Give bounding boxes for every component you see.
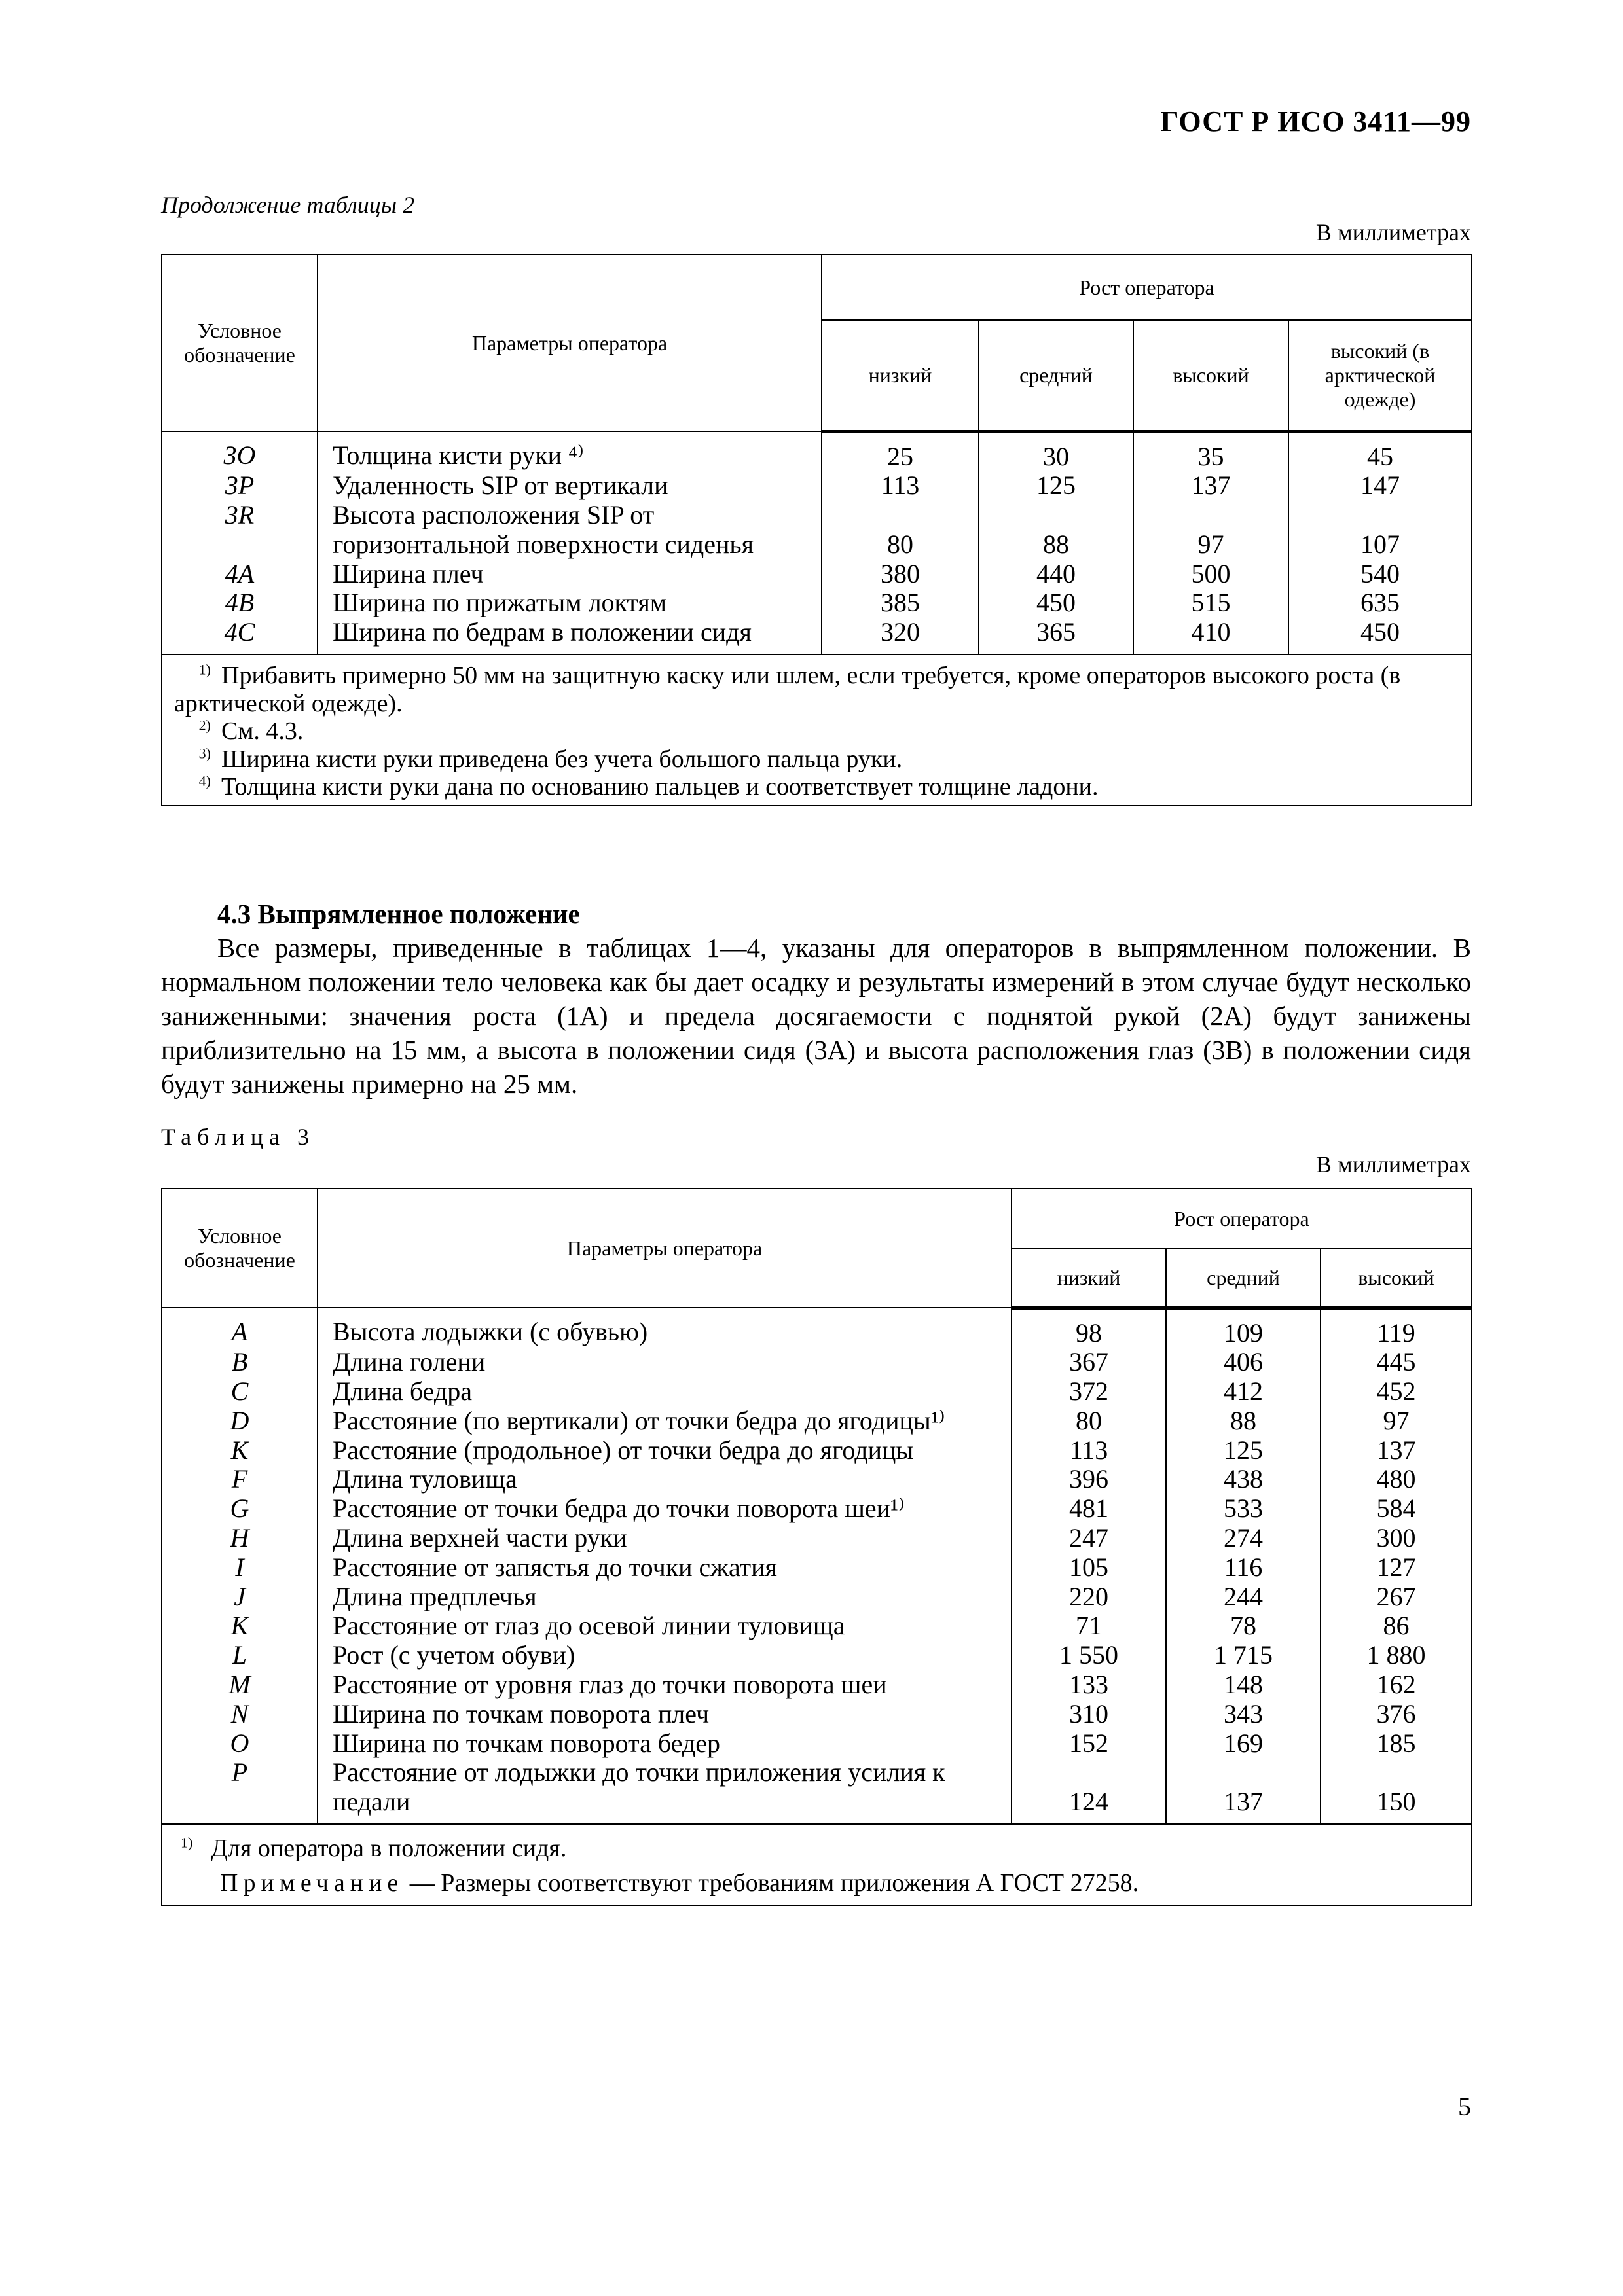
cell-code: 4C bbox=[162, 618, 318, 655]
cell-param: Толщина кисти руки ⁴⁾ bbox=[318, 431, 822, 471]
cell-code: L bbox=[162, 1641, 318, 1670]
cell-code: C bbox=[162, 1377, 318, 1407]
cell-code: D bbox=[162, 1407, 318, 1436]
cell-low: 367 bbox=[1012, 1348, 1166, 1377]
cell-high: 185 bbox=[1321, 1729, 1472, 1759]
cell-code: 3R bbox=[162, 501, 318, 560]
cell-param: Расстояние от точки бедра до точки поворота шеи¹⁾ bbox=[318, 1494, 1012, 1524]
cell-code: 3O bbox=[162, 431, 318, 471]
cell-mid: 109 bbox=[1166, 1308, 1321, 1348]
cell-low: 372 bbox=[1012, 1377, 1166, 1407]
table-row bbox=[162, 560, 1472, 589]
table-row bbox=[162, 1611, 1472, 1641]
cell-code: G bbox=[162, 1494, 318, 1524]
cell-high: 86 bbox=[1321, 1611, 1472, 1641]
cell-mid: 365 bbox=[979, 618, 1133, 655]
cell-param: Ширина по точкам поворота плеч bbox=[318, 1700, 1012, 1729]
cell-param: Рост (с учетом обуви) bbox=[318, 1641, 1012, 1670]
table2-footnote: $^{3)}$ Ширина кисти руки приведена без учета большого пальца руки. bbox=[198, 745, 903, 773]
cell-code: P bbox=[162, 1758, 318, 1824]
cell-low: 220 bbox=[1012, 1583, 1166, 1612]
table3-units: В миллиметрах bbox=[1315, 1151, 1471, 1177]
table3-header-mid: средний bbox=[1166, 1249, 1321, 1308]
cell-low: 380 bbox=[822, 560, 979, 589]
cell-code: N bbox=[162, 1700, 318, 1729]
cell-arctic: 147 bbox=[1288, 471, 1472, 501]
table-row bbox=[162, 1524, 1472, 1553]
table2-caption: Продолжение таблицы 2 bbox=[161, 192, 415, 218]
table2-header-mid: средний bbox=[979, 320, 1133, 431]
cell-low: 1 550 bbox=[1012, 1641, 1166, 1670]
table-row bbox=[162, 1700, 1472, 1729]
table-row bbox=[162, 1583, 1472, 1612]
cell-low: 481 bbox=[1012, 1494, 1166, 1524]
cell-mid: 412 bbox=[1166, 1377, 1321, 1407]
cell-param: Высота расположения SIP от горизонтальной поверхности сиденья bbox=[318, 501, 822, 560]
cell-code: B bbox=[162, 1348, 318, 1377]
cell-param: Длина верхней части руки bbox=[318, 1524, 1012, 1553]
cell-mid: 450 bbox=[979, 588, 1133, 618]
table3-note: Примечание — Размеры соответствуют требованиям приложения А ГОСТ 27258. bbox=[220, 1869, 1139, 1897]
table-row bbox=[162, 431, 1472, 471]
table2-header-arctic: высокий (в арктической одежде) bbox=[1288, 320, 1472, 431]
cell-mid: 125 bbox=[979, 471, 1133, 501]
cell-code: K bbox=[162, 1611, 318, 1641]
cell-mid: 125 bbox=[1166, 1436, 1321, 1465]
cell-mid: 244 bbox=[1166, 1583, 1321, 1612]
table-row bbox=[162, 1436, 1472, 1465]
cell-low: 310 bbox=[1012, 1700, 1166, 1729]
cell-param: Расстояние от запястья до точки сжатия bbox=[318, 1553, 1012, 1583]
cell-mid: 438 bbox=[1166, 1465, 1321, 1494]
cell-low: 124 bbox=[1012, 1758, 1166, 1824]
cell-low: 247 bbox=[1012, 1524, 1166, 1553]
table-row bbox=[162, 471, 1472, 501]
table-row bbox=[162, 588, 1472, 618]
section-body: Все размеры, приведенные в таблицах 1—4, указаны для операторов в выпрямленном положении. В нормальном положении тело человека как бы дает осадку и результаты измерений в этом случае будут несколько заниженными: значения роста (1A) и предела досягаемости с поднятой рукой (2A) будут занижены приблизительно на 15 мм, а высота в положении сидя (3A) и высота расположения глаз (3B) в положении сидя будут занижены примерно на 25 мм. bbox=[161, 933, 1471, 1099]
cell-arctic: 450 bbox=[1288, 618, 1472, 655]
cell-high: 35 bbox=[1133, 431, 1288, 471]
cell-high: 97 bbox=[1321, 1407, 1472, 1436]
cell-high: 137 bbox=[1133, 471, 1288, 501]
cell-high: 480 bbox=[1321, 1465, 1472, 1494]
cell-param: Ширина по прижатым локтям bbox=[318, 588, 822, 618]
table3-header-param: Параметры оператора bbox=[318, 1189, 1012, 1308]
cell-high: 119 bbox=[1321, 1308, 1472, 1348]
cell-high: 515 bbox=[1133, 588, 1288, 618]
table3 bbox=[161, 1188, 1472, 1906]
cell-code: K bbox=[162, 1436, 318, 1465]
cell-code: A bbox=[162, 1308, 318, 1348]
cell-mid: 88 bbox=[1166, 1407, 1321, 1436]
cell-arctic: 107 bbox=[1288, 501, 1472, 560]
table-row bbox=[162, 1348, 1472, 1377]
cell-low: 113 bbox=[1012, 1436, 1166, 1465]
cell-mid: 88 bbox=[979, 501, 1133, 560]
table2-header-group: Рост оператора bbox=[822, 255, 1472, 320]
cell-code: H bbox=[162, 1524, 318, 1553]
cell-high: 452 bbox=[1321, 1377, 1472, 1407]
cell-code: O bbox=[162, 1729, 318, 1759]
cell-low: 105 bbox=[1012, 1553, 1166, 1583]
cell-low: 396 bbox=[1012, 1465, 1166, 1494]
cell-code: M bbox=[162, 1670, 318, 1700]
cell-mid: 78 bbox=[1166, 1611, 1321, 1641]
table3-header-group: Рост оператора bbox=[1012, 1189, 1472, 1249]
cell-high: 410 bbox=[1133, 618, 1288, 655]
standard-header: ГОСТ Р ИСО 3411—99 bbox=[1160, 105, 1471, 137]
cell-code: F bbox=[162, 1465, 318, 1494]
cell-low: 385 bbox=[822, 588, 979, 618]
cell-low: 113 bbox=[822, 471, 979, 501]
cell-mid: 533 bbox=[1166, 1494, 1321, 1524]
cell-high: 500 bbox=[1133, 560, 1288, 589]
cell-param: Удаленность SIP от вертикали bbox=[318, 471, 822, 501]
cell-param: Расстояние (по вертикали) от точки бедра до ягодицы¹⁾ bbox=[318, 1407, 1012, 1436]
table2-footnote: $^{2)}$ См. 4.3. bbox=[198, 717, 304, 745]
table-row bbox=[162, 1407, 1472, 1436]
cell-low: 133 bbox=[1012, 1670, 1166, 1700]
section-4-3 bbox=[161, 897, 1471, 1101]
cell-mid: 116 bbox=[1166, 1553, 1321, 1583]
table3-header-code: Условное обозначение bbox=[162, 1189, 318, 1308]
section-title: 4.3 Выпрямленное положение bbox=[217, 899, 580, 929]
cell-high: 1 880 bbox=[1321, 1641, 1472, 1670]
cell-param: Ширина плеч bbox=[318, 560, 822, 589]
cell-param: Длина голени bbox=[318, 1348, 1012, 1377]
table2-footnotes bbox=[162, 655, 1472, 806]
cell-param: Ширина по бедрам в положении сидя bbox=[318, 618, 822, 655]
cell-code: I bbox=[162, 1553, 318, 1583]
cell-high: 162 bbox=[1321, 1670, 1472, 1700]
cell-param: Длина туловища bbox=[318, 1465, 1012, 1494]
cell-code: J bbox=[162, 1583, 318, 1612]
table-row bbox=[162, 1729, 1472, 1759]
table-row bbox=[162, 1494, 1472, 1524]
cell-high: 445 bbox=[1321, 1348, 1472, 1377]
cell-code: 4A bbox=[162, 560, 318, 589]
cell-arctic: 45 bbox=[1288, 431, 1472, 471]
cell-param: Расстояние (продольное) от точки бедра до ягодицы bbox=[318, 1436, 1012, 1465]
cell-param: Расстояние от глаз до осевой линии туловища bbox=[318, 1611, 1012, 1641]
cell-high: 97 bbox=[1133, 501, 1288, 560]
table-row bbox=[162, 1553, 1472, 1583]
table2-footnote: $^{4)}$ Толщина кисти руки дана по основанию пальцев и соответствует толщине ладони. bbox=[198, 772, 1099, 801]
table-row bbox=[162, 501, 1472, 560]
cell-low: 98 bbox=[1012, 1308, 1166, 1348]
cell-param: Расстояние от уровня глаз до точки поворота шеи bbox=[318, 1670, 1012, 1700]
cell-mid: 30 bbox=[979, 431, 1133, 471]
table-row bbox=[162, 1758, 1472, 1824]
cell-mid: 1 715 bbox=[1166, 1641, 1321, 1670]
cell-mid: 137 bbox=[1166, 1758, 1321, 1824]
cell-param: Длина предплечья bbox=[318, 1583, 1012, 1612]
table3-footnotes bbox=[162, 1824, 1472, 1905]
cell-param: Высота лодыжки (с обувью) bbox=[318, 1308, 1012, 1348]
cell-low: 152 bbox=[1012, 1729, 1166, 1759]
cell-low: 80 bbox=[822, 501, 979, 560]
table2-header-high: высокий bbox=[1133, 320, 1288, 431]
cell-param: Длина бедра bbox=[318, 1377, 1012, 1407]
cell-high: 376 bbox=[1321, 1700, 1472, 1729]
table3-footnote: $^{1)}$ Для оператора в положении сидя. bbox=[181, 1834, 567, 1863]
table2-units: В миллиметрах bbox=[1315, 219, 1471, 245]
cell-low: 80 bbox=[1012, 1407, 1166, 1436]
cell-mid: 406 bbox=[1166, 1348, 1321, 1377]
table3-caption: Таблица 3 bbox=[161, 1124, 315, 1150]
cell-mid: 274 bbox=[1166, 1524, 1321, 1553]
cell-high: 127 bbox=[1321, 1553, 1472, 1583]
table2-footnote: $^{1)}$ Прибавить примерно 50 мм на защитную каску или шлем, если требуется, кроме операторов высокого роста (в арктической одежде). bbox=[174, 661, 1401, 717]
cell-low: 25 bbox=[822, 431, 979, 471]
table-row bbox=[162, 1641, 1472, 1670]
cell-low: 71 bbox=[1012, 1611, 1166, 1641]
table-row bbox=[162, 1308, 1472, 1348]
table-row bbox=[162, 1670, 1472, 1700]
cell-code: 3P bbox=[162, 471, 318, 501]
table3-header-high: высокий bbox=[1321, 1249, 1472, 1308]
cell-arctic: 635 bbox=[1288, 588, 1472, 618]
cell-param: Ширина по точкам поворота бедер bbox=[318, 1729, 1012, 1759]
table-row bbox=[162, 1465, 1472, 1494]
cell-high: 137 bbox=[1321, 1436, 1472, 1465]
cell-high: 584 bbox=[1321, 1494, 1472, 1524]
cell-arctic: 540 bbox=[1288, 560, 1472, 589]
cell-high: 150 bbox=[1321, 1758, 1472, 1824]
table-row bbox=[162, 618, 1472, 655]
cell-param: Расстояние от лодыжки до точки приложения усилия к педали bbox=[318, 1758, 1012, 1824]
page-number: 5 bbox=[1458, 2092, 1471, 2121]
table-row bbox=[162, 1377, 1472, 1407]
table3-header-low: низкий bbox=[1012, 1249, 1166, 1308]
cell-mid: 440 bbox=[979, 560, 1133, 589]
cell-low: 320 bbox=[822, 618, 979, 655]
cell-code: 4B bbox=[162, 588, 318, 618]
table2 bbox=[161, 254, 1472, 806]
cell-mid: 148 bbox=[1166, 1670, 1321, 1700]
table2-header-low: низкий bbox=[822, 320, 979, 431]
cell-mid: 169 bbox=[1166, 1729, 1321, 1759]
cell-high: 267 bbox=[1321, 1583, 1472, 1612]
table2-header-param: Параметры оператора bbox=[318, 255, 822, 431]
cell-high: 300 bbox=[1321, 1524, 1472, 1553]
table2-header-code: Условное обозначение bbox=[162, 255, 318, 431]
cell-mid: 343 bbox=[1166, 1700, 1321, 1729]
